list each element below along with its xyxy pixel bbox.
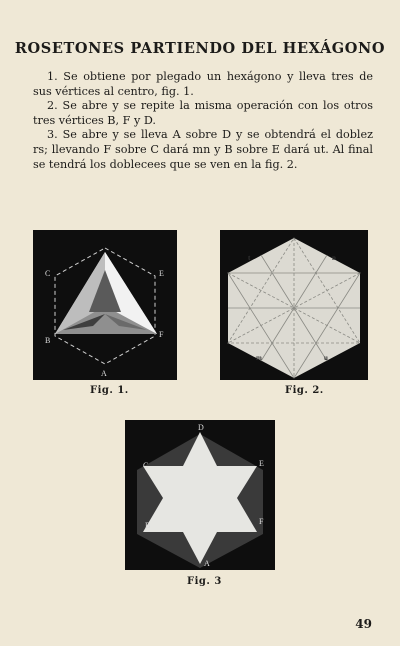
instructions bbox=[33, 70, 373, 172]
figure-2 bbox=[220, 230, 368, 380]
figure-3 bbox=[125, 420, 275, 570]
fig1-label-e: E bbox=[159, 269, 164, 278]
figure-1 bbox=[33, 230, 177, 380]
fig3-label-b: B bbox=[145, 521, 151, 530]
page-title: ROSETONES PARTIENDO DEL HEXÁGONO bbox=[14, 40, 386, 57]
fig2-label-u: u bbox=[324, 354, 328, 362]
step-2: 2. Se abre y se repite la misma operación con los otros tres vértices B, F y D. bbox=[33, 99, 373, 127]
fig1-label-b: B bbox=[45, 336, 51, 345]
figure-1-drawing bbox=[33, 230, 177, 380]
fig3-label-f: F bbox=[259, 517, 264, 526]
fig2-label-m: m bbox=[256, 354, 262, 362]
step-1: 1. Se obtiene por plegado un hexágono y lleva tres de sus vértices al centro, fig. 1. bbox=[33, 70, 373, 98]
figure-1-caption: Fig. 1. bbox=[90, 385, 129, 396]
fig2-label-n: n bbox=[332, 254, 336, 262]
fig3-label-e: E bbox=[259, 459, 264, 468]
fig3-label-d: D bbox=[198, 423, 204, 432]
figure-3-caption: Fig. 3 bbox=[187, 576, 222, 587]
fig3-label-a: A bbox=[204, 559, 210, 568]
step-3: 3. Se abre y se lleva A sobre D y se obtendrá el doblez rs; llevando F sobre C dará mn y B sobre E dará ut. Al final se tendrá los doblecees que se ven en la fig. 2. bbox=[33, 128, 373, 171]
figure-2-drawing bbox=[220, 230, 368, 380]
fig1-label-a: A bbox=[101, 369, 107, 378]
page-number: 49 bbox=[355, 617, 372, 631]
fig1-label-f: F bbox=[159, 330, 164, 339]
fig1-label-c: C bbox=[45, 269, 51, 278]
figure-3-drawing bbox=[125, 420, 275, 570]
figure-2-caption: Fig. 2. bbox=[285, 385, 324, 396]
fig2-label-t: t bbox=[248, 254, 251, 262]
fig3-label-c: C bbox=[143, 461, 149, 470]
